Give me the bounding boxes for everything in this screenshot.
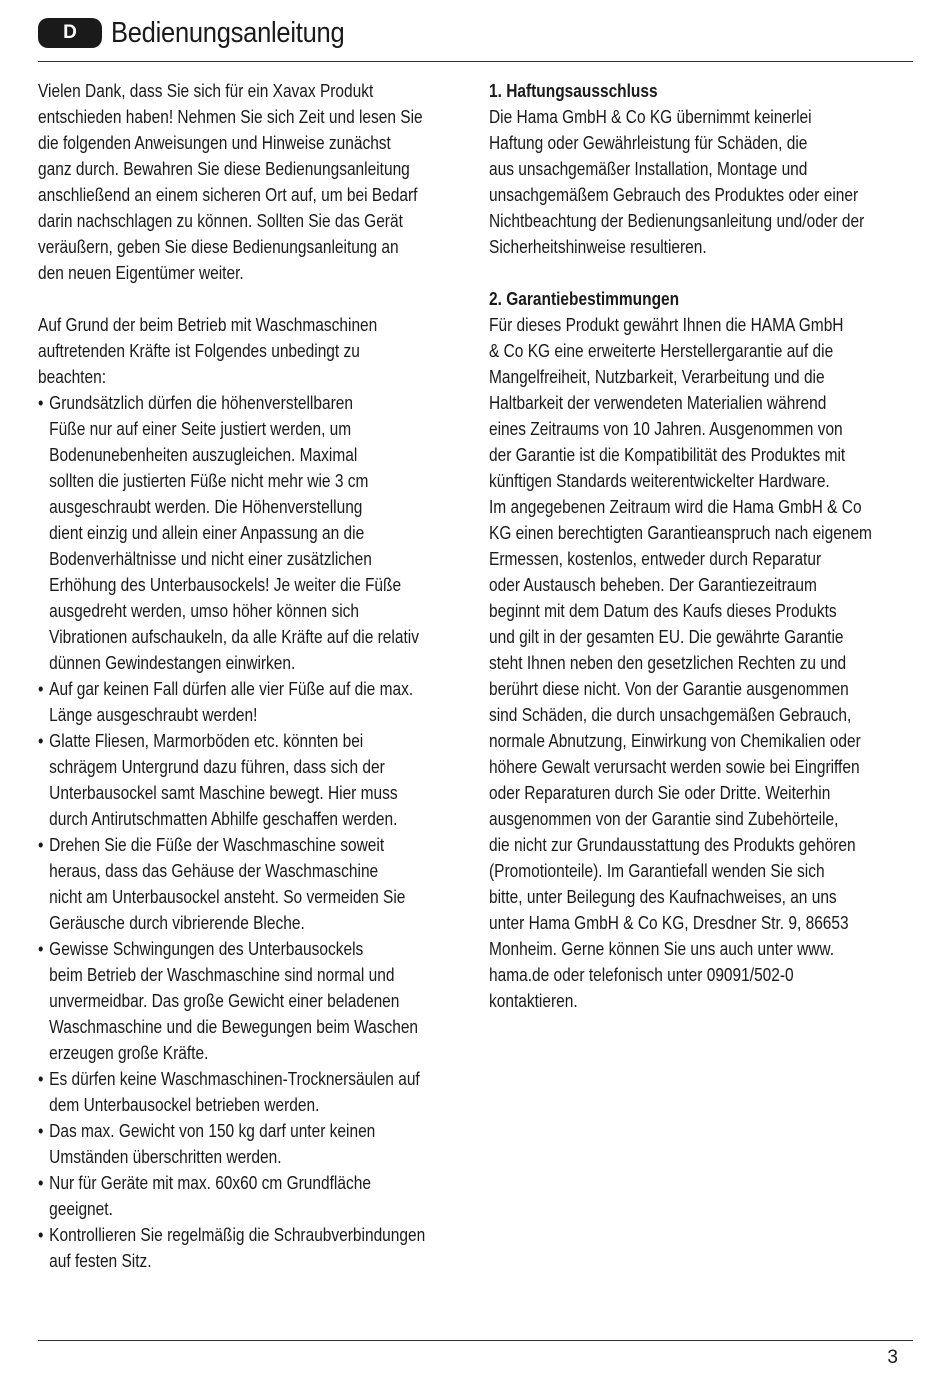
list-item-continuation: Bodenunebenheiten auszugleichen. Maximal xyxy=(49,445,358,465)
bullet-marker: • xyxy=(38,731,44,751)
header-divider xyxy=(38,61,913,62)
list-item-continuation: heraus, dass das Gehäuse der Waschmaschine xyxy=(49,861,379,881)
text-line: Mangelfreiheit, Nutzbarkeit, Verarbeitung und die xyxy=(489,367,825,387)
left-column xyxy=(38,78,478,1274)
text-line: beachten: xyxy=(38,367,107,387)
bullet-marker: • xyxy=(38,939,44,959)
list-item-continuation: Bodenverhältnisse und nicht einer zusätzlichen xyxy=(49,549,372,569)
warning-bullet-list xyxy=(38,390,426,1274)
text-line: ganz durch. Bewahren Sie diese Bedienungsanleitung xyxy=(38,159,410,179)
list-item-continuation: schrägem Untergrund dazu führen, dass sich der xyxy=(49,757,385,777)
text-line: Haltbarkeit der verwendeten Materialien während xyxy=(489,393,827,413)
text-line: & Co KG eine erweiterte Herstellergarantie auf die xyxy=(489,341,834,361)
list-item-continuation: dient einzig und allein einer Anpassung an die xyxy=(49,523,365,543)
text-line: (Promotionteile). Im Garantiefall wenden Sie sich xyxy=(489,861,825,881)
list-item: • Es dürfen keine Waschmaschinen-Trocknersäulen auf xyxy=(38,1066,416,1092)
list-item: • Das max. Gewicht von 150 kg darf unter keinen xyxy=(38,1118,416,1144)
text-line: hama.de oder telefonisch unter 09091/502-0 xyxy=(489,965,794,985)
list-item: • Kontrollieren Sie regelmäßig die Schraubverbindungen xyxy=(38,1222,416,1248)
text-line: sind Schäden, die durch unsachgemäßen Gebrauch, xyxy=(489,705,852,725)
list-item: • Grundsätzlich dürfen die höhenverstellbaren xyxy=(38,390,416,416)
text-line: Sicherheitshinweise resultieren. xyxy=(489,237,707,257)
warning-intro-paragraph xyxy=(38,312,416,390)
list-item-continuation: dem Unterbausockel betrieben werden. xyxy=(49,1095,320,1115)
text-line: bitte, unter Beilegung des Kaufnachweises, an uns xyxy=(489,887,837,907)
list-item: • Auf gar keinen Fall dürfen alle vier Füße auf die max. xyxy=(38,676,416,702)
text-line: KG einen berechtigten Garantieanspruch nach eigenem xyxy=(489,523,872,543)
text-line: Für dieses Produkt gewährt Ihnen die HAMA GmbH xyxy=(489,315,844,335)
text-line: der Garantie ist die Kompatibilität des Produktes mit xyxy=(489,445,846,465)
text-line: entschieden haben! Nehmen Sie sich Zeit und lesen Sie xyxy=(38,107,423,127)
text-line: darin nachschlagen zu können. Sollten Sie das Gerät xyxy=(38,211,403,231)
list-item-continuation: Waschmaschine und die Bewegungen beim Waschen xyxy=(49,1017,419,1037)
text-line: berührt diese nicht. Von der Garantie ausgenommen xyxy=(489,679,849,699)
text-line: ausgenommen von der Garantie sind Zubehörteile, xyxy=(489,809,839,829)
list-item-continuation: durch Antirutschmatten Abhilfe geschaffen werden. xyxy=(49,809,398,829)
intro-paragraph xyxy=(38,78,423,286)
text-line: Vielen Dank, dass Sie sich für ein Xavax Produkt xyxy=(38,81,374,101)
text-line: unsachgemäßem Gebrauch des Produktes oder einer xyxy=(489,185,859,205)
list-item: • Gewisse Schwingungen des Unterbausockels xyxy=(38,936,416,962)
list-item-continuation: beim Betrieb der Waschmaschine sind normal und xyxy=(49,965,395,985)
bullet-marker: • xyxy=(38,835,44,855)
text-line: Im angegebenen Zeitraum wird die Hama GmbH & Co xyxy=(489,497,862,517)
section-heading: 2. Garantiebestimmungen xyxy=(489,289,680,309)
bullet-marker: • xyxy=(38,1069,44,1089)
text-line: die nicht zur Grundausstattung des Produkts gehören xyxy=(489,835,856,855)
footer-divider xyxy=(38,1340,913,1341)
list-item-continuation: auf festen Sitz. xyxy=(49,1251,152,1271)
text-line: künftigen Standards weiterentwickelter Hardware. xyxy=(489,471,830,491)
text-line: die folgenden Anweisungen und Hinweise zunächst xyxy=(38,133,391,153)
bullet-marker: • xyxy=(38,1121,44,1141)
list-item-continuation: Unterbausockel samt Maschine bewegt. Hier muss xyxy=(49,783,398,803)
text-line: und gilt in der gesamten EU. Die gewährte Garantie xyxy=(489,627,844,647)
bullet-marker: • xyxy=(38,679,44,699)
text-line: aus unsachgemäßer Installation, Montage und xyxy=(489,159,808,179)
text-line: Haftung oder Gewährleistung für Schäden, die xyxy=(489,133,808,153)
list-item-continuation: Vibrationen aufschaukeln, da alle Kräfte auf die relativ xyxy=(49,627,419,647)
text-line: oder Austausch beheben. Der Garantiezeitraum xyxy=(489,575,817,595)
text-line: oder Reparaturen durch Sie oder Dritte. Weiterhin xyxy=(489,783,831,803)
document-title: Bedienungsanleitung xyxy=(111,17,345,49)
text-line: veräußern, geben Sie diese Bedienungsanleitung an xyxy=(38,237,399,257)
page-header xyxy=(38,12,913,60)
text-line: höhere Gewalt verursacht werden sowie bei Eingriffen xyxy=(489,757,860,777)
text-line: Nichtbeachtung der Bedienungsanleitung und/oder der xyxy=(489,211,865,231)
list-item-continuation: unvermeidbar. Das große Gewicht einer beladenen xyxy=(49,991,400,1011)
text-line: Ermessen, kostenlos, entweder durch Reparatur xyxy=(489,549,822,569)
text-line: unter Hama GmbH & Co KG, Dresdner Str. 9, 86653 xyxy=(489,913,849,933)
text-line: steht Ihnen neben den gesetzlichen Rechten zu und xyxy=(489,653,847,673)
text-line: beginnt mit dem Datum des Kaufs dieses Produkts xyxy=(489,601,837,621)
text-line: Monheim. Gerne können Sie uns auch unter www. xyxy=(489,939,835,959)
list-item: • Nur für Geräte mit max. 60x60 cm Grundfläche xyxy=(38,1170,416,1196)
text-line: Die Hama GmbH & Co KG übernimmt keinerlei xyxy=(489,107,812,127)
list-item-continuation: ausgedreht werden, umso höher können sich xyxy=(49,601,359,621)
text-line: auftretenden Kräfte ist Folgendes unbedingt zu xyxy=(38,341,360,361)
list-item: • Glatte Fliesen, Marmorböden etc. könnten bei xyxy=(38,728,416,754)
text-line: kontaktieren. xyxy=(489,991,578,1011)
bullet-marker: • xyxy=(38,1173,44,1193)
right-column xyxy=(489,78,929,1014)
list-item-continuation: Erhöhung des Unterbausockels! Je weiter die Füße xyxy=(49,575,402,595)
text-line: anschließend an einem sicheren Ort auf, um bei Bedarf xyxy=(38,185,418,205)
bullet-marker: • xyxy=(38,393,44,413)
language-badge: D xyxy=(38,18,102,48)
list-item: • Drehen Sie die Füße der Waschmaschine soweit xyxy=(38,832,416,858)
text-line: Auf Grund der beim Betrieb mit Waschmaschinen xyxy=(38,315,378,335)
page-number: 3 xyxy=(887,1347,898,1368)
list-item-continuation: erzeugen große Kräfte. xyxy=(49,1043,209,1063)
list-item-continuation: Umständen überschritten werden. xyxy=(49,1147,282,1167)
list-item-continuation: sollten die justierten Füße nicht mehr wie 3 cm xyxy=(49,471,369,491)
list-item-continuation: Länge ausgeschraubt werden! xyxy=(49,705,258,725)
list-item-continuation: Füße nur auf einer Seite justiert werden, um xyxy=(49,419,352,439)
section-heading: 1. Haftungsausschluss xyxy=(489,81,658,101)
list-item-continuation: geeignet. xyxy=(49,1199,113,1219)
bullet-marker: • xyxy=(38,1225,44,1245)
list-item-continuation: Geräusche durch vibrierende Bleche. xyxy=(49,913,305,933)
section-warranty xyxy=(489,286,872,1014)
text-line: den neuen Eigentümer weiter. xyxy=(38,263,244,283)
list-item-continuation: ausgeschraubt werden. Die Höhenverstellung xyxy=(49,497,363,517)
section-liability xyxy=(489,78,867,260)
list-item-continuation: nicht am Unterbausockel ansteht. So vermeiden Sie xyxy=(49,887,406,907)
list-item-continuation: dünnen Gewindestangen einwirken. xyxy=(49,653,296,673)
text-line: eines Zeitraums von 10 Jahren. Ausgenommen von xyxy=(489,419,843,439)
text-line: normale Abnutzung, Einwirkung von Chemikalien oder xyxy=(489,731,861,751)
